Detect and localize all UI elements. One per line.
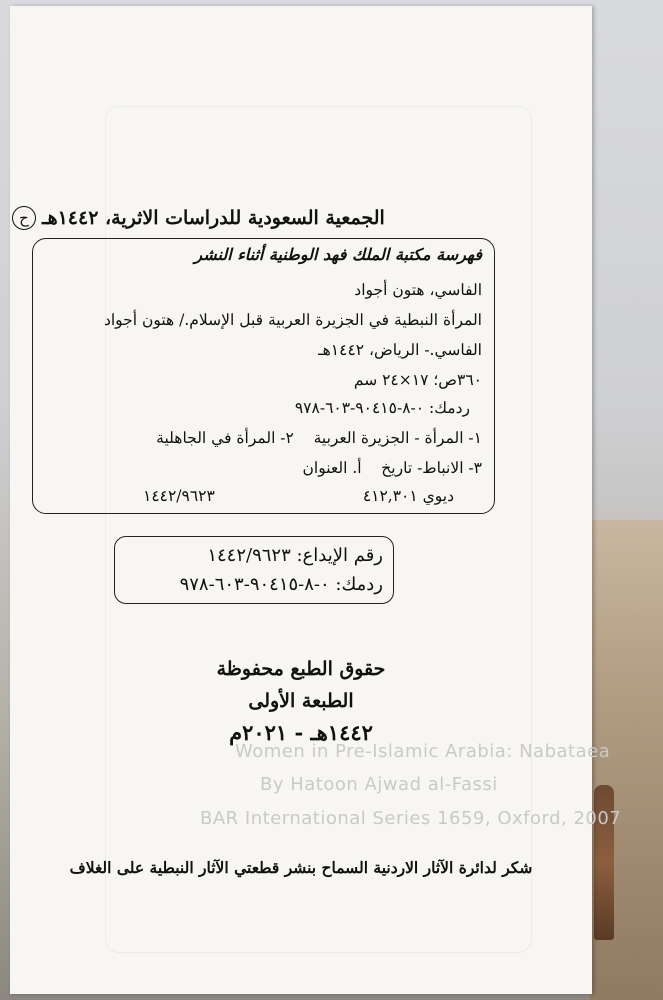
book-page: [10, 6, 622, 994]
cip-subjects-line-2: ٣- الانباط- تاريخ أ. العنوان: [302, 459, 482, 477]
publication-year: ١٤٤٢هـ - ٢٠٢١م: [229, 720, 373, 745]
copyright-text: الجمعية السعودية للدراسات الاثرية، ١٤٤٢هـ: [42, 207, 385, 229]
cip-title-line-2: الفاسي.- الرياض، ١٤٤٢هـ: [318, 341, 482, 359]
isbn-number: ردمك: ٠-٨-٩٠٤١٥-٦٠٣-٩٧٨: [179, 574, 383, 595]
show-through-line-3: BAR International Series 1659, Oxford, 2007: [200, 808, 622, 829]
cip-physical-description: ٣٦٠ص؛ ١٧×٢٤ سم: [353, 371, 482, 389]
cip-title-line-1: المرأة النبطية في الجزيرة العربية قبل الإسلام./ هتون أجواد: [103, 311, 482, 329]
edition: الطبعة الأولى: [248, 690, 354, 712]
copyright-line: [12, 206, 482, 230]
cip-isbn: ردمك: ٠-٨-٩٠٤١٥-٦٠٣-٩٧٨: [294, 399, 470, 417]
deposit-box: [114, 536, 394, 604]
cip-box: [32, 238, 495, 514]
cip-dewey: ديوي ٤١٢,٣٠١: [362, 487, 454, 505]
show-through-line-1: Women in Pre-Islamic Arabia: Nabataea: [235, 741, 611, 762]
show-through-line-2: By Hatoon Ajwad al-Fassi: [260, 774, 498, 795]
cip-author: الفاسي، هتون أجواد: [354, 281, 482, 299]
cip-deposit-number: ١٤٤٢/٩٦٢٣: [143, 487, 215, 505]
cip-subjects-line-1: ١- المرأة - الجزيرة العربية ٢- المرأة في الجاهلية: [156, 429, 482, 447]
rights-reserved: حقوق الطبع محفوظة: [216, 658, 386, 680]
cip-heading: فهرسة مكتبة الملك فهد الوطنية أثناء النشر: [194, 245, 482, 264]
copyright-symbol: ح: [12, 206, 36, 230]
acknowledgement: شكر لدائرة الآثار الاردنية السماح بنشر قطعتي الآثار النبطية على الغلاف: [69, 858, 533, 877]
deposit-number: رقم الإيداع: ١٤٤٢/٩٦٢٣: [207, 545, 383, 566]
